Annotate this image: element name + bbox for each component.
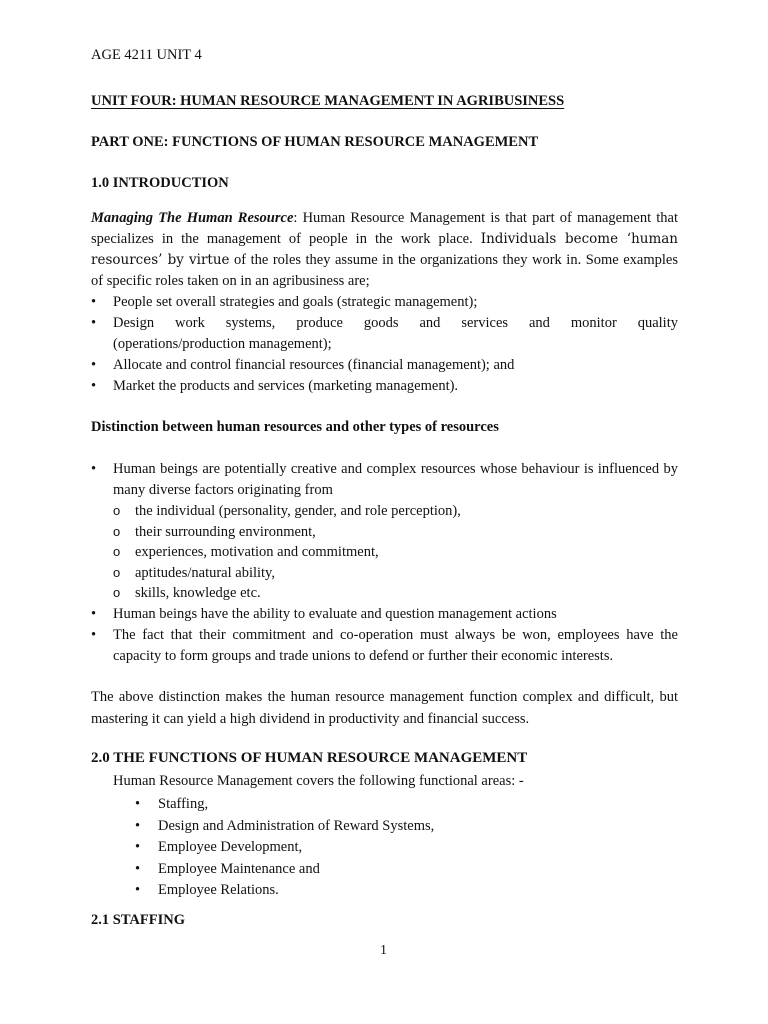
page-number: 1	[380, 943, 387, 958]
list-item-text: Human beings have the ability to evaluate and question management actions	[113, 605, 557, 622]
sub-list-item	[113, 501, 678, 522]
list-item-text: Design and Administration of Reward Systems,	[158, 817, 435, 834]
list-item	[91, 292, 678, 313]
list-item-text: Employee Maintenance and	[158, 860, 320, 877]
circle-bullet-icon: o	[113, 564, 121, 580]
circle-bullet-icon: o	[113, 523, 121, 539]
sub-list-item	[113, 563, 678, 584]
list-item	[135, 794, 434, 816]
intro-text-a: : Human Resource Management is that part of management that specializes in the management of people in the work place.	[91, 210, 679, 247]
sub-list-item-text: experiences, motivation and commitment,	[135, 544, 379, 560]
sub-list-item	[113, 522, 678, 543]
functions-bullet-list	[135, 794, 434, 902]
course-code-header: AGE 4211 UNIT 4	[91, 47, 202, 63]
list-item-text: Employee Relations.	[158, 882, 279, 898]
bullet-icon: •	[135, 882, 141, 898]
list-item	[91, 604, 678, 625]
list-item	[135, 837, 434, 859]
sub-list-item-text: aptitudes/natural ability,	[135, 564, 275, 581]
list-item-text: People set overall strategies and goals (strategic management);	[113, 294, 478, 310]
factors-sub-list	[113, 501, 678, 604]
list-item-text: Allocate and control financial resources (financial management); and	[113, 357, 515, 373]
sub-list-item-text: the individual (personality, gender, and role perception),	[135, 503, 461, 519]
list-item	[91, 459, 678, 604]
intro-lead-phrase: Managing The Human Resource	[91, 210, 294, 226]
bullet-icon: •	[91, 461, 97, 477]
list-item	[91, 313, 678, 355]
intro-text-alt-font: Individuals become ‘human resources’ by virtue	[91, 231, 679, 268]
list-item-text-continued: (operations/production management);	[113, 336, 332, 352]
sub-list-item	[113, 542, 678, 563]
list-item	[135, 859, 434, 881]
bullet-icon: •	[91, 357, 97, 373]
list-item	[91, 625, 678, 667]
bullet-icon: •	[91, 378, 97, 394]
list-item-text: Market the products and services (marketing management).	[113, 378, 459, 394]
bullet-icon: •	[135, 817, 141, 834]
bullet-icon: •	[91, 315, 97, 331]
distinction-bullet-list	[91, 459, 678, 667]
list-item-text: Human beings are potentially creative and complex resources whose behaviour is influenced by many diverse factors originating from	[113, 461, 678, 498]
list-item-text: The fact that their commitment and co-operation must always be won, employees have the capacity to form groups and trade unions to defend or further their economic interests.	[113, 626, 678, 664]
part-heading: PART ONE: FUNCTIONS OF HUMAN RESOURCE MANAGEMENT	[91, 134, 539, 150]
sub-list-item-text: skills, knowledge etc.	[135, 585, 261, 601]
circle-bullet-icon: o	[113, 544, 121, 559]
introduction-heading: 1.0 INTRODUCTION	[91, 175, 229, 191]
bullet-icon: •	[135, 839, 141, 855]
bullet-icon: •	[135, 860, 141, 877]
list-item	[91, 376, 678, 397]
sub-list-item-text: their surrounding environment,	[135, 523, 316, 540]
list-item-text: Design work systems, produce goods and services and monitor quality	[113, 315, 678, 331]
summary-paragraph: The above distinction makes the human resource management function complex and difficult, but mastering it can yield a high dividend in productivity and financial success.	[91, 689, 678, 727]
list-item	[135, 880, 434, 902]
roles-bullet-list	[91, 292, 678, 397]
bullet-icon: •	[135, 796, 141, 812]
circle-bullet-icon: o	[113, 503, 121, 518]
list-item	[135, 816, 434, 838]
circle-bullet-icon: o	[113, 585, 121, 600]
bullet-icon: •	[91, 294, 97, 310]
list-item-text: Staffing,	[158, 796, 209, 812]
distinction-heading: Distinction between human resources and other types of resources	[91, 419, 499, 435]
sub-list-item	[113, 583, 678, 604]
bullet-icon: •	[91, 626, 97, 643]
bullet-icon: •	[91, 605, 97, 622]
intro-text-b: of the roles they assume in the organizations they work in. Some examples of specific roles taken on in an agribusiness are;	[91, 252, 678, 289]
functions-intro: Human Resource Management covers the following functional areas: -	[113, 773, 524, 789]
functions-heading: 2.0 THE FUNCTIONS OF HUMAN RESOURCE MANAGEMENT	[91, 750, 528, 766]
list-item	[91, 355, 678, 376]
unit-title: UNIT FOUR: HUMAN RESOURCE MANAGEMENT IN AGRIBUSINESS	[91, 93, 565, 109]
list-item-text: Employee Development,	[158, 839, 303, 855]
staffing-heading: 2.1 STAFFING	[91, 912, 185, 928]
introduction-paragraph	[91, 208, 678, 292]
